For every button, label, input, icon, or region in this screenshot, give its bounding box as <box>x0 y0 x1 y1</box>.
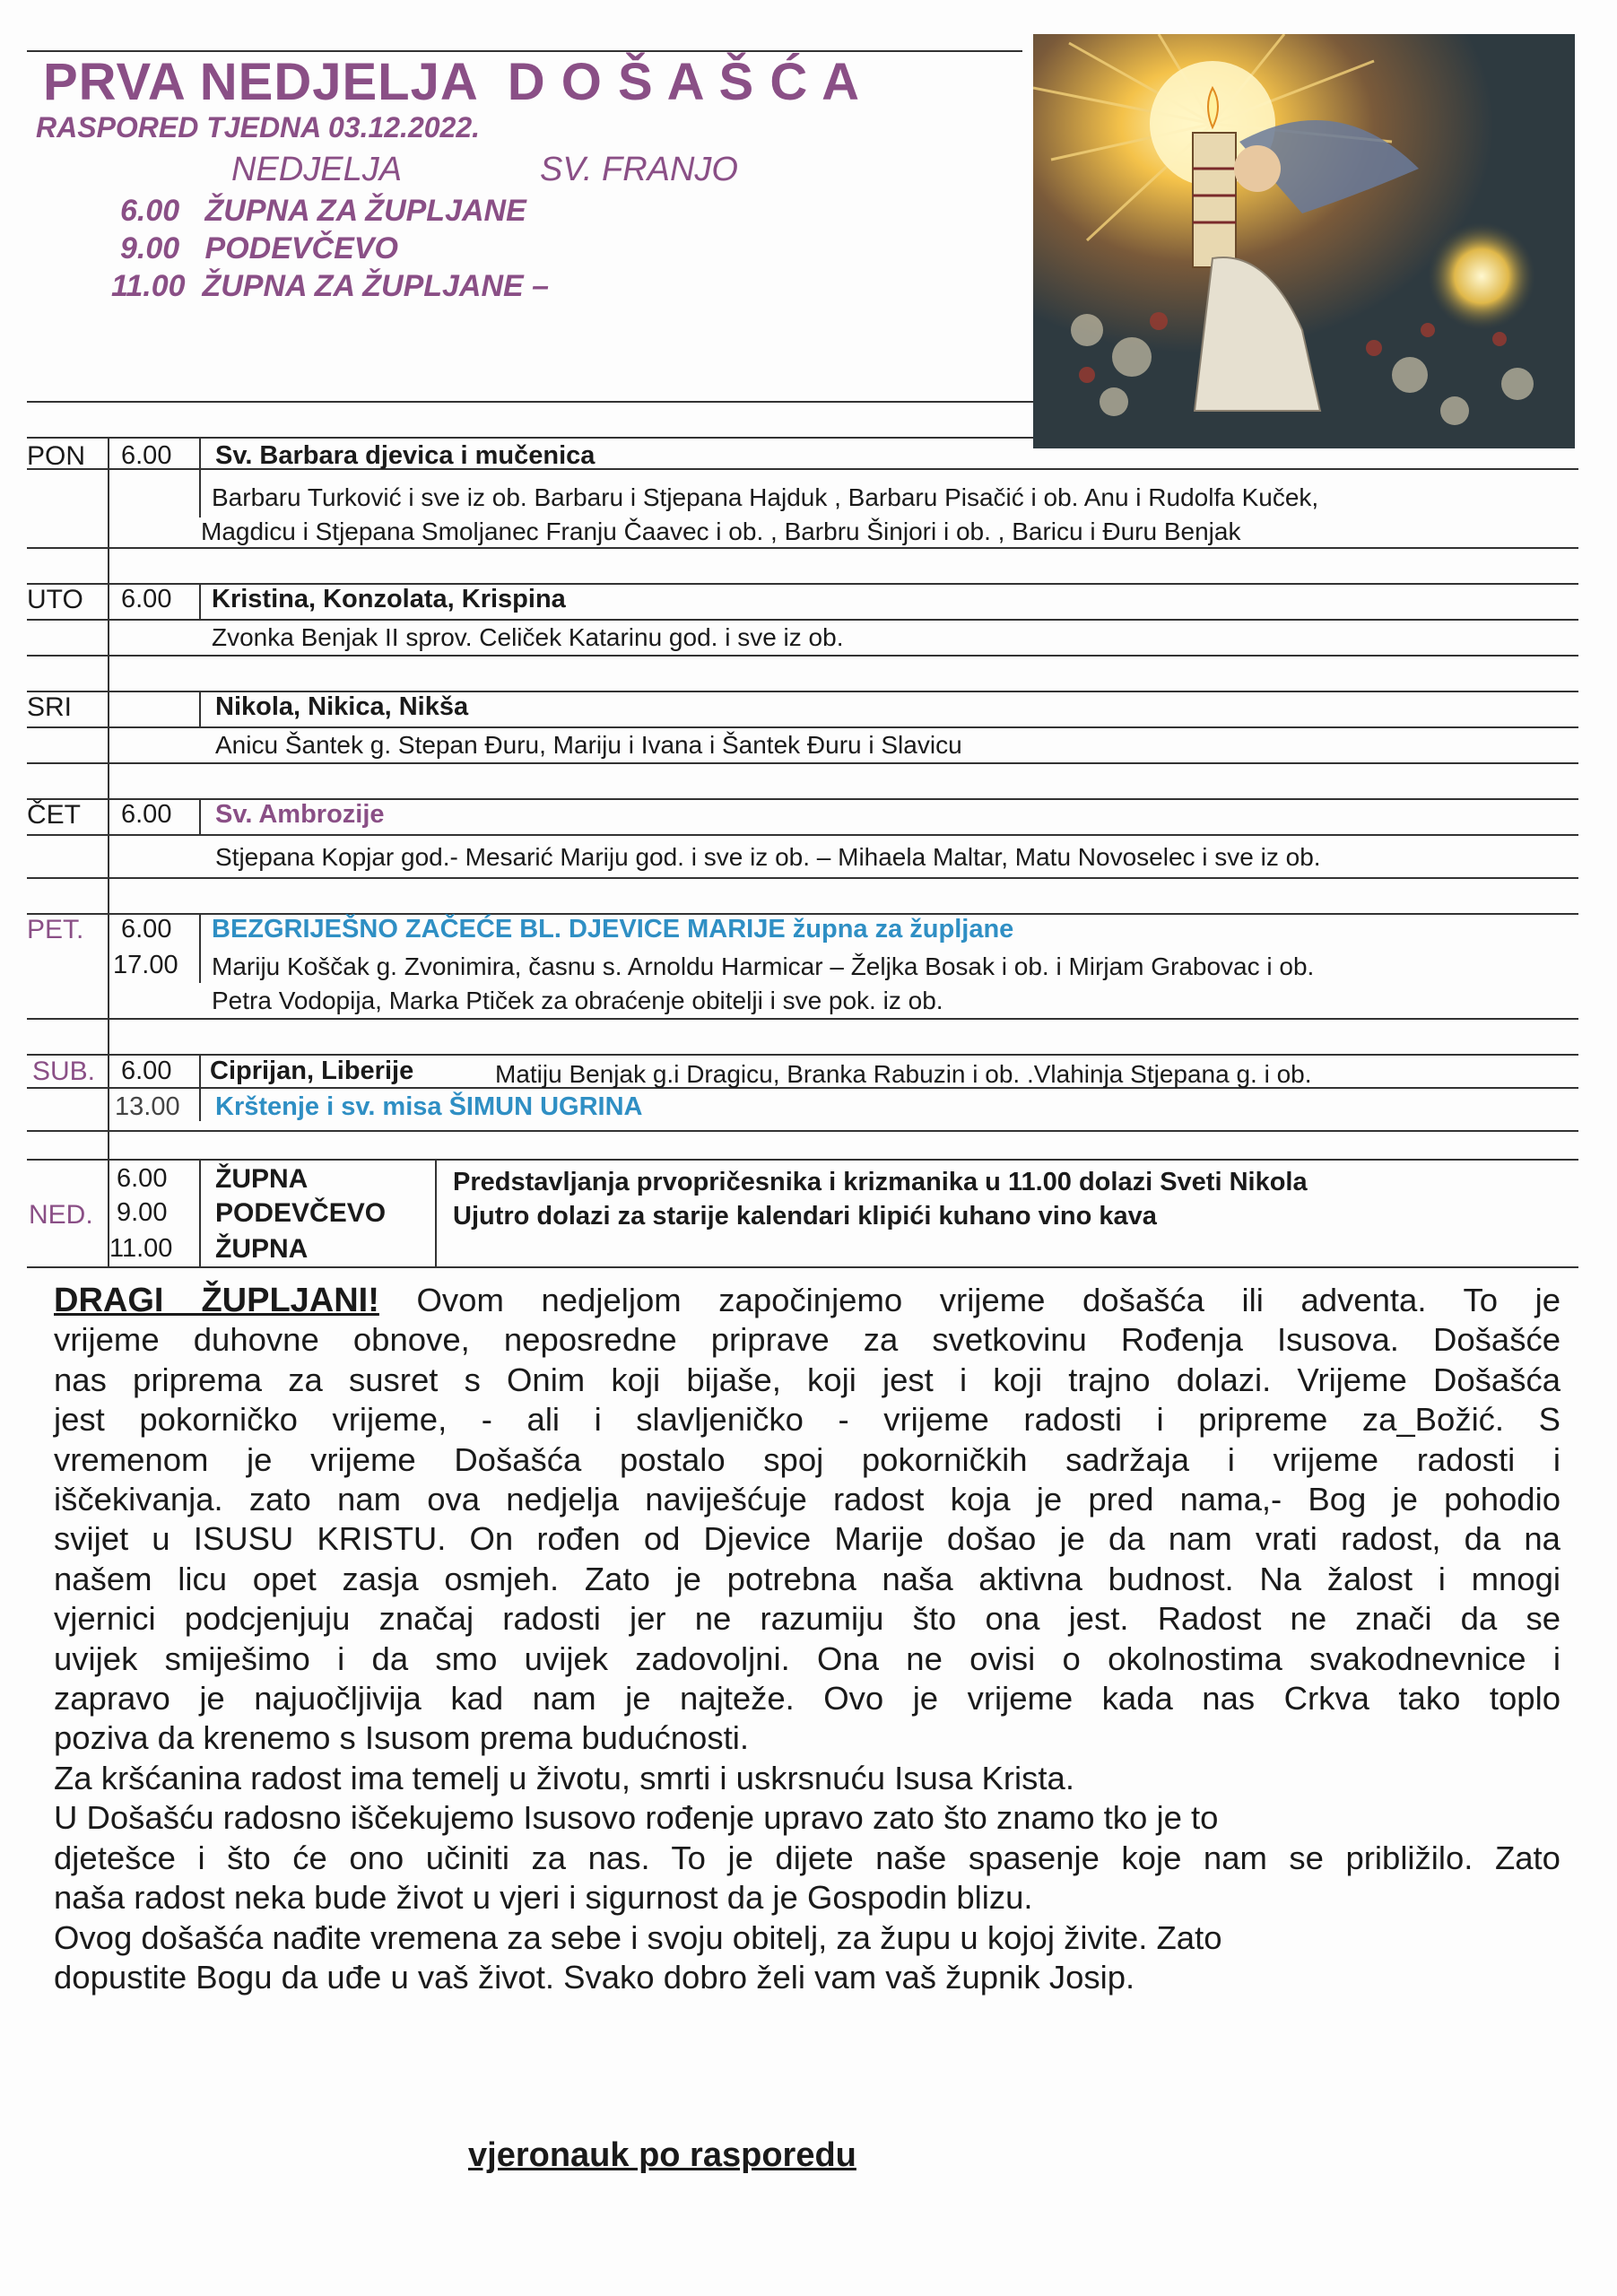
schedule-subtitle: RASPORED TJEDNA 03.12.2022. <box>36 111 481 144</box>
letter-line-2: vrijeme duhovne obnove, neposredne priprave za svetkovinu Rođenja Isusova. Došašće <box>54 1321 1560 1359</box>
day-fri: PET. <box>27 915 84 944</box>
day-sun: NED. <box>29 1200 93 1230</box>
time-sun-2: 9.00 <box>117 1198 168 1227</box>
letter-line-1: Ovom nedjeljom započinjemo vrijeme došašća ili adventa. To je <box>378 1282 1560 1318</box>
letter-line-18: dopustite Bogu da uđe u vaš život. Svako dobro želi vam vaš župnik Josip. <box>54 1958 1135 1996</box>
letter-line-10: uvijek smiješimo i da smo uvijek zadovoljni. Ona ne ovisi o okolnostima svakodnevnice i <box>54 1639 1560 1677</box>
letter-line-15: djetešce i što će ono učiniti za nas. To je dijete naše spasenje koje nam se približilo. Zato <box>54 1839 1560 1876</box>
letter-line-13: Za kršćanina radost ima temelj u životu, smrti i uskrsnuću Isusa Krista. <box>54 1759 1074 1796</box>
day-sat: SUB. <box>32 1057 96 1086</box>
angel-candle-icon <box>1033 34 1575 448</box>
place-sun-2: PODEVČEVO <box>215 1198 387 1228</box>
baptism-sat: Krštenje i sv. misa ŠIMUN UGRINA <box>215 1092 643 1121</box>
pastoral-letter <box>54 1281 1560 1997</box>
saint-tue: Kristina, Konzolata, Krispina <box>212 585 566 613</box>
letter-line-9: vjernici podcjenjuju značaj radosti jer ne razumiju što ona jest. Radost ne znači da se <box>54 1600 1560 1638</box>
intention-fri-2: Petra Vodopija, Marka Ptiček za obraćenje obitelji i sve pok. iz ob. <box>212 987 943 1014</box>
letter-greeting: DRAGI ŽUPLJANI! <box>54 1282 379 1319</box>
time2-fri: 17.00 <box>113 951 178 979</box>
letter-line-14: U Došašću radosno iščekujemo Isusovo rođenje upravo zato što znamo tko je to <box>54 1799 1219 1837</box>
intention-mon-1: Barbaru Turković i sve iz ob. Barbaru i Stjepana Hajduk , Barbaru Pisačić i ob. Anu i Rudolfa Kuček, <box>212 483 1319 511</box>
letter-line-5: vremenom je vrijeme Došašća postalo spoj pokorničkih sadržaja i vrijeme radosti i <box>54 1440 1560 1478</box>
time-tue: 6.00 <box>121 585 172 613</box>
note-sun-2: Ujutro dolazi za starije kalendari klipići kuhano vino kava <box>453 1202 1157 1231</box>
saint-thu: Sv. Ambrozije <box>215 800 385 829</box>
note-sun-1: Predstavljanja prvopričesnika i krizmanika u 11.00 dolazi Sveti Nikola <box>453 1168 1308 1196</box>
sunday-mass-1: 6.00 ŽUPNA ZA ŽUPLJANE <box>120 194 526 228</box>
place-sun-1: ŽUPNA <box>215 1164 309 1194</box>
letter-line-17: Ovog došašća nađite vremena za sebe i svoju obitelj, za župu u kojoj živite. Zato <box>54 1918 1222 1956</box>
day-thu: ČET <box>27 800 81 830</box>
sunday-saint: SV. FRANJO <box>540 151 738 188</box>
time-thu: 6.00 <box>121 800 172 829</box>
time-sun-1: 6.00 <box>117 1164 168 1193</box>
advent-angel-picture <box>1033 34 1575 448</box>
day-mon: PON <box>27 441 86 471</box>
place-sun-3: ŽUPNA <box>215 1234 309 1264</box>
time-sat: 6.00 <box>121 1057 172 1085</box>
letter-line-12: poziva da krenemo s Isusom prema budućnosti. <box>54 1719 750 1757</box>
time2-sat: 13.00 <box>115 1092 180 1121</box>
intention-sat: Matiju Benjak g.i Dragicu, Branka Rabuzin i ob. .Vlahinja Stjepana g. i ob. <box>495 1060 1312 1088</box>
letter-line-6: iščekivanja. zato nam ova nedjelja naviješćuje radost koja je pred nama,- Bog je pohodio <box>54 1481 1560 1518</box>
intention-thu: Stjepana Kopjar god.- Mesarić Mariju god. i sve iz ob. – Mihaela Maltar, Matu Novoselec i sve iz ob. <box>215 843 1321 871</box>
saint-sat: Ciprijan, Liberije <box>210 1057 414 1085</box>
intention-fri-1: Mariju Koščak g. Zvonimira, časnu s. Arnoldu Harmicar – Željka Bosak i ob. i Mirjam Grabovac i ob. <box>212 952 1315 980</box>
time-fri: 6.00 <box>121 915 172 944</box>
intention-tue: Zvonka Benjak II sprov. Celiček Katarinu god. i sve iz ob. <box>212 623 844 651</box>
page-title: PRVA NEDJELJA D O Š A Š Ć A <box>43 53 861 111</box>
letter-line-8: našem licu opet zasja osmjeh. Zato je potrebna naša aktivna budnost. Na žalost i mnogi <box>54 1560 1560 1597</box>
day-tue: UTO <box>27 585 83 614</box>
letter-line-16: naša radost neka bude život u vjeri i sigurnost da je Gospodin blizu. <box>54 1879 1033 1917</box>
time-mon: 6.00 <box>121 441 172 470</box>
sunday-mass-3: 11.00 ŽUPNA ZA ŽUPLJANE – <box>111 269 550 303</box>
letter-line-7: svijet u ISUSU KRISTU. On rođen od Djevice Marije došao je da nam vrati radost, da na <box>54 1520 1560 1558</box>
letter-line-11: zapravo je najuočljivija kad nam je najteže. Ovo je vrijeme kada nas Crkva tako toplo <box>54 1680 1560 1718</box>
sunday-label: NEDJELJA <box>231 151 403 188</box>
saint-mon: Sv. Barbara djevica i mučenica <box>215 441 596 470</box>
time-sun-3: 11.00 <box>109 1234 173 1263</box>
saint-wed: Nikola, Nikica, Nikša <box>215 692 469 721</box>
footer-note: vjeronauk po rasporedu <box>468 2136 856 2174</box>
letter-line-4: jest pokorničko vrijeme, - ali i slavljeničko - vrijeme radosti i pripreme za_Božić. S <box>54 1401 1560 1439</box>
feast-fri: BEZGRIJEŠNO ZAČEĆE BL. DJEVICE MARIJE župna za župljane <box>212 915 1014 944</box>
sunday-mass-2: 9.00 PODEVČEVO <box>120 231 398 265</box>
intention-wed: Anicu Šantek g. Stepan Đuru, Mariju i Ivana i Šantek Đuru i Slavicu <box>215 731 962 759</box>
intention-mon-2: Magdicu i Stjepana Smoljanec Franju Čaavec i ob. , Barbru Šinjori i ob. , Baricu i Đuru Benjak <box>201 517 1241 545</box>
letter-line-3: nas priprema za susret s Onim koji bijaše, koji jest i koji trajno dolazi. Vrijeme Došašća <box>54 1361 1560 1398</box>
day-wed: SRI <box>27 692 73 722</box>
